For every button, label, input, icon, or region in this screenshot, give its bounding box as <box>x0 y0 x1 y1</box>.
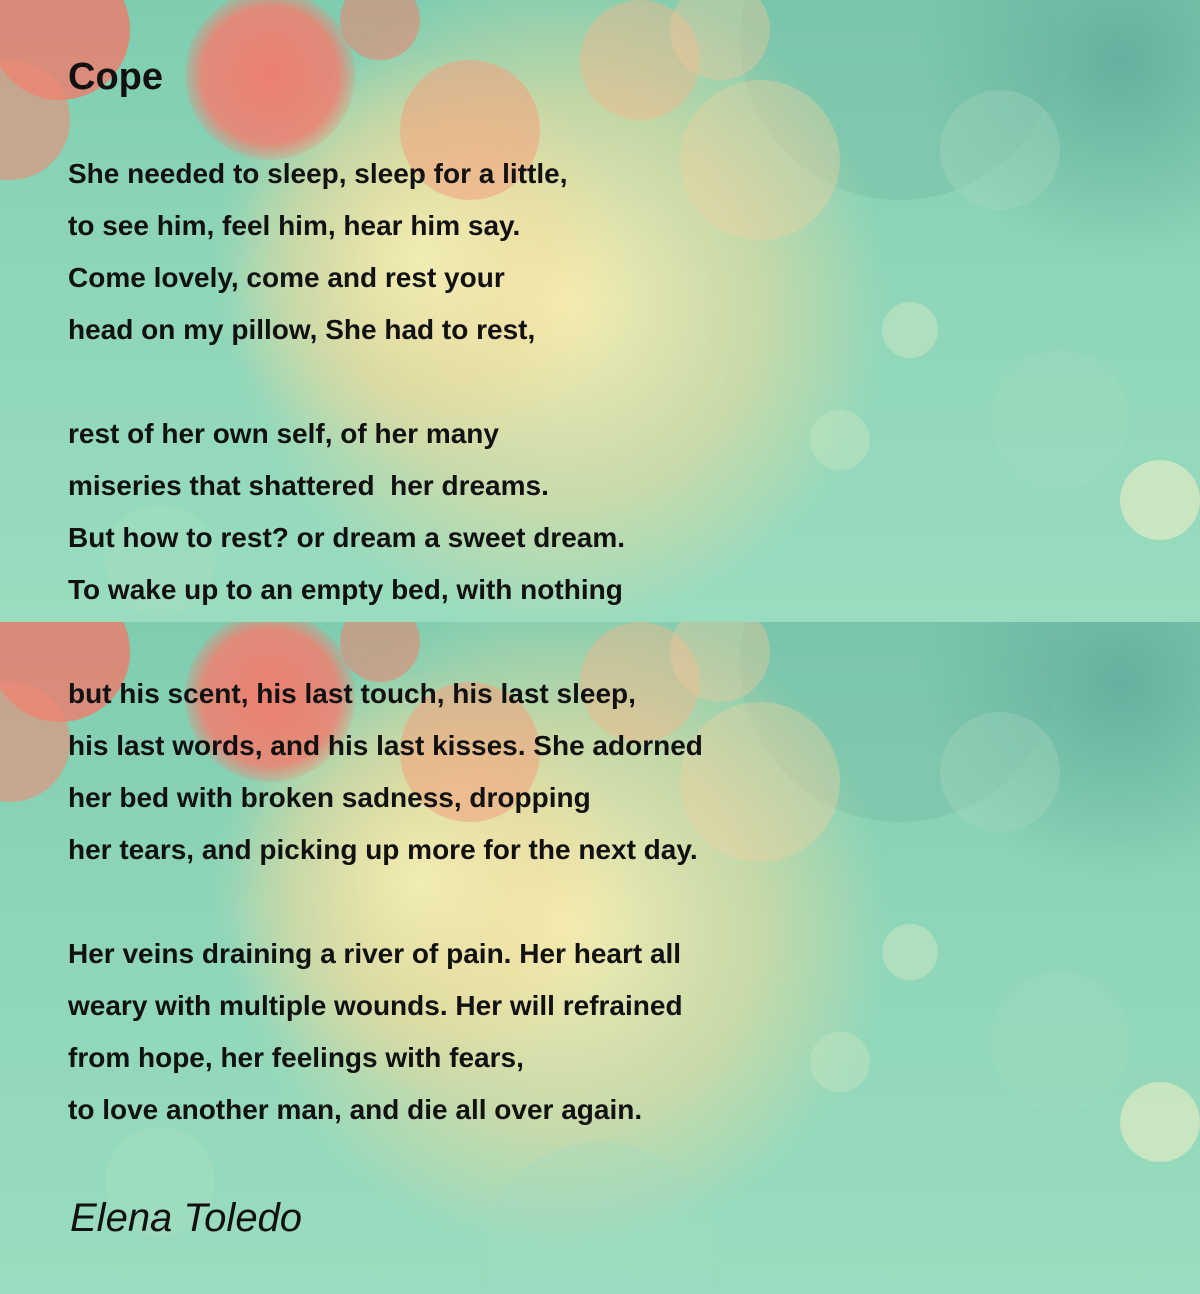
poem-line: Her veins draining a river of pain. Her heart all <box>68 938 682 969</box>
author-name: Elena Toledo <box>70 1196 303 1240</box>
poem-line: She needed to sleep, sleep for a little, <box>68 158 568 189</box>
poem-line: but his scent, his last touch, his last sleep, <box>68 678 636 709</box>
poem-line: rest of her own self, of her many <box>68 418 499 449</box>
poem-line: But how to rest? or dream a sweet dream. <box>68 522 626 553</box>
poem-line: miseries that shattered her dreams. <box>68 470 549 501</box>
poem-line: her tears, and picking up more for the next day. <box>68 834 698 865</box>
poem-line: weary with multiple wounds. Her will refrained <box>68 990 683 1021</box>
poem-line: his last words, and his last kisses. She adorned <box>68 730 703 761</box>
poem-line: head on my pillow, She had to rest, <box>68 314 536 345</box>
poem-line: Come lovely, come and rest your <box>68 262 505 293</box>
poem-title: Cope <box>68 56 163 98</box>
poem-line: To wake up to an empty bed, with nothing <box>68 574 623 605</box>
poem-line: to see him, feel him, hear him say. <box>68 210 521 241</box>
poem-line: from hope, her feelings with fears, <box>68 1042 524 1073</box>
poem-line: her bed with broken sadness, dropping <box>68 782 591 813</box>
poem-line: to love another man, and die all over again. <box>68 1094 643 1125</box>
